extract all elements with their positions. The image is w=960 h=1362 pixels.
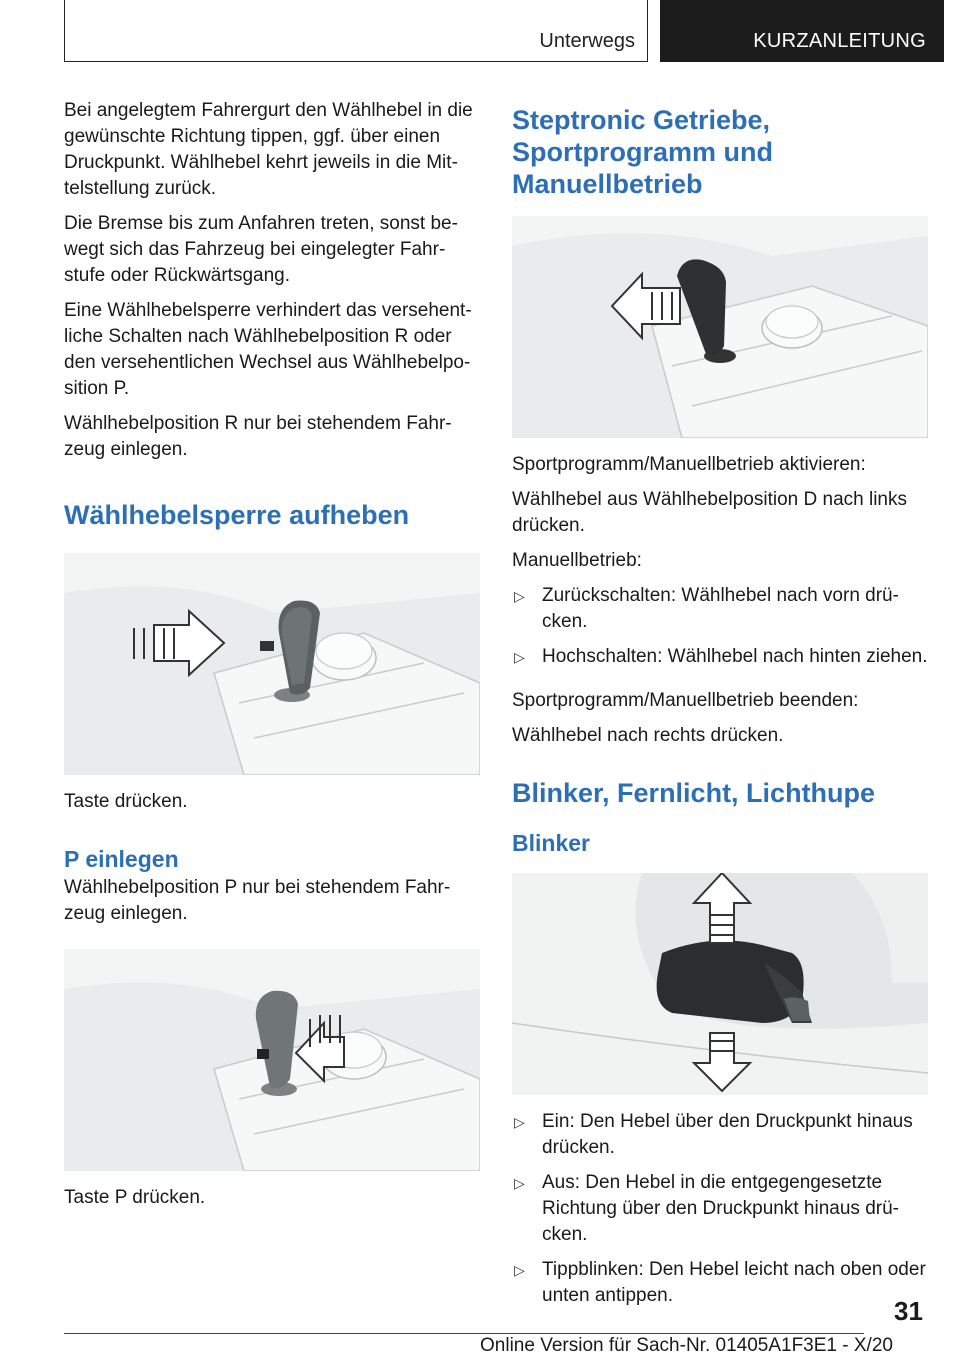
list-item: ▷ Hochschalten: Wählhebel nach hinten ziehen. [512, 644, 928, 670]
paragraph: Wählhebelposition P nur bei stehendem Fahrzeug einlegen. [64, 877, 451, 924]
blinker-list [512, 1109, 928, 1309]
caption-unlock: Taste drücken. [64, 791, 188, 812]
triangle-right-icon: ▷ [514, 1262, 525, 1278]
triangle-right-icon: ▷ [514, 1175, 525, 1191]
header-section-box [64, 0, 648, 62]
figure-selector-lever-park [64, 949, 480, 1171]
park-button-illustration [64, 949, 480, 1171]
paragraph: Sportprogramm/Manuellbetrieb beenden: [512, 690, 859, 711]
caption-park: Taste P drücken. [64, 1187, 206, 1208]
paragraph: Sportprogramm/Manuellbetrieb aktivieren: [512, 454, 866, 475]
list-item: ▷ Zurückschalten: Wählhebel nach vorn drücken. [514, 585, 899, 632]
paragraph: Bei angelegtem Fahrergurt den Wählhebel in die gewünschte Richtung tippen, ggf. über einen Druckpunkt. Wählhebel kehrt jeweils in die Mittelstellung zurück. [64, 100, 473, 199]
manual-list [512, 583, 928, 670]
paragraph: Die Bremse bis zum Anfahren treten, sonst bewegt sich das Fahrzeug bei eingelegter Fahrstufe oder Rückwärtsgang. [64, 213, 458, 286]
blinker-lever-illustration [512, 873, 928, 1095]
figure-blinker [512, 873, 928, 1095]
page-number: 31 [894, 1296, 923, 1326]
figure-selector-lever-unlock [64, 553, 480, 775]
header-section-title: Unterwegs [539, 30, 635, 52]
paragraph: Wählhebel aus Wählhebelposition D nach links drücken. [512, 489, 908, 536]
heading-park: P einlegen [64, 846, 179, 872]
online-version-note: Online Version für Sach-Nr. 01405A1F3E1 - X/20 [480, 1335, 893, 1356]
heading-lights: Blinker, Fernlicht, Lichthupe [512, 778, 876, 808]
steptronic-illustration [512, 216, 928, 438]
list-item: ▷ Tippblinken: Den Hebel leicht nach oben oder unten antippen. [514, 1259, 926, 1306]
header-chapter-title: KURZANLEITUNG [753, 30, 926, 52]
heading-steptronic: Steptronic Getriebe, Sportprogramm und Manuellbetrieb [512, 105, 773, 199]
triangle-right-icon: ▷ [514, 588, 525, 604]
right-column [512, 104, 928, 1318]
selector-lever-illustration [64, 553, 480, 775]
left-column [64, 98, 480, 1220]
list-item: ▷ Ein: Den Hebel über den Druckpunkt hinaus drücken. [514, 1111, 913, 1158]
triangle-right-icon: ▷ [514, 1114, 525, 1130]
paragraph: Wählhebelposition R nur bei stehendem Fahrzeug einlegen. [64, 413, 452, 460]
heading-unlock: Wählhebelsperre aufheben [64, 500, 410, 530]
figure-steptronic [512, 216, 928, 438]
list-item: ▷ Aus: Den Hebel in die entgegengesetzte Richtung über den Druckpunkt hinaus drücken. [514, 1172, 899, 1245]
header-chapter-box [660, 0, 944, 62]
heading-blinker: Blinker [512, 830, 590, 856]
paragraph: Eine Wählhebelsperre verhindert das versehentliche Schalten nach Wählhebelposition R oder den versehentlichen Wechsel aus Wählhebelposition P. [64, 300, 472, 399]
paragraph: Manuellbetrieb: [512, 550, 642, 571]
footer-divider [64, 1333, 864, 1334]
triangle-right-icon: ▷ [514, 649, 525, 665]
paragraph: Wählhebel nach rechts drücken. [512, 725, 784, 746]
